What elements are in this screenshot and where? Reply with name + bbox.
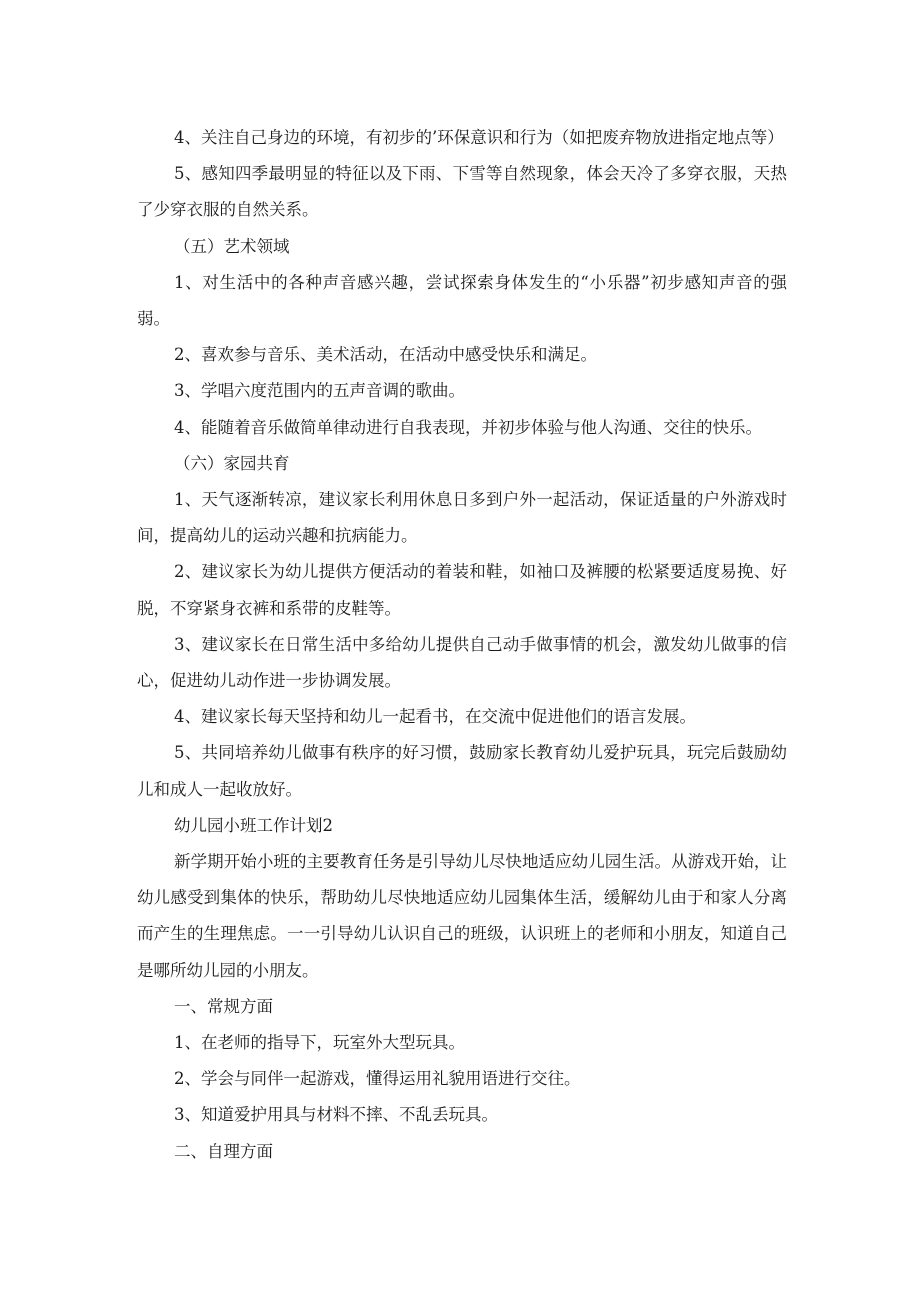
document-body [137,120,787,1170]
paragraph: 3、建议家长在日常生活中多给幼儿提供自己动手做事情的机会，激发幼儿做事的信心，促进幼儿动作进一步协调发展。 [137,634,787,691]
paragraph: 4、建议家长每天坚持和幼儿一起看书，在交流中促进他们的语言发展。 [174,707,696,727]
paragraph: 2、喜欢参与音乐、美术活动，在活动中感受快乐和满足。 [174,345,597,365]
plan-title: 幼儿园小班工作计划2 [174,815,333,835]
paragraph: 新学期开始小班的主要教育任务是引导幼儿尽快地适应幼儿园生活。从游戏开始，让幼儿感受到集体的快乐，帮助幼儿尽快地适应幼儿园集体生活，缓解幼儿由于和家人分离而产生的生理焦虑。一一引导幼儿认识自己的班级，认识班上的老师和小朋友，知道自己是哪所幼儿园的小朋友。 [137,852,787,980]
section-heading: （六）家园共育 [174,453,290,473]
section-heading: 二、自理方面 [174,1141,273,1161]
paragraph: 3、知道爱护用具与材料不摔、不乱丢玩具。 [174,1105,498,1125]
section-heading: 一、常规方面 [174,996,273,1016]
paragraph: 2、学会与同伴一起游戏，懂得运用礼貌用语进行交往。 [174,1069,581,1089]
paragraph: 1、在老师的指导下，玩室外大型玩具。 [174,1033,465,1053]
paragraph: 4、能随着音乐做简单律动进行自我表现，并初步体验与他人沟通、交往的快乐。 [174,417,762,437]
section-heading: （五）艺术领域 [174,236,290,256]
paragraph: 5、共同培养幼儿做事有秩序的好习惯，鼓励家长教育幼儿爱护玩具，玩完后鼓励幼儿和成人一起收放好。 [137,743,787,799]
paragraph: 3、学唱六度范围内的五声音调的歌曲。 [174,381,465,401]
paragraph: 5、感知四季最明显的特征以及下雨、下雪等自然现象，体会天冷了多穿衣服，天热了少穿衣服的自然关系。 [137,164,787,220]
paragraph: 4、关注自己身边的环境，有初步的’环保意识和行为（如把废弃物放进指定地点等） [174,128,784,147]
paragraph: 1、对生活中的各种声音感兴趣，尝试探索身体发生的“小乐器”初步感知声音的强弱。 [137,272,787,329]
paragraph: 2、建议家长为幼儿提供方便活动的着装和鞋，如袖口及裤腰的松紧要适度易挽、好脱，不穿紧身衣裤和系带的皮鞋等。 [137,562,787,618]
paragraph: 1、天气逐渐转凉，建议家长利用休息日多到户外一起活动，保证适量的户外游戏时间，提高幼儿的运动兴趣和抗病能力。 [137,490,787,546]
